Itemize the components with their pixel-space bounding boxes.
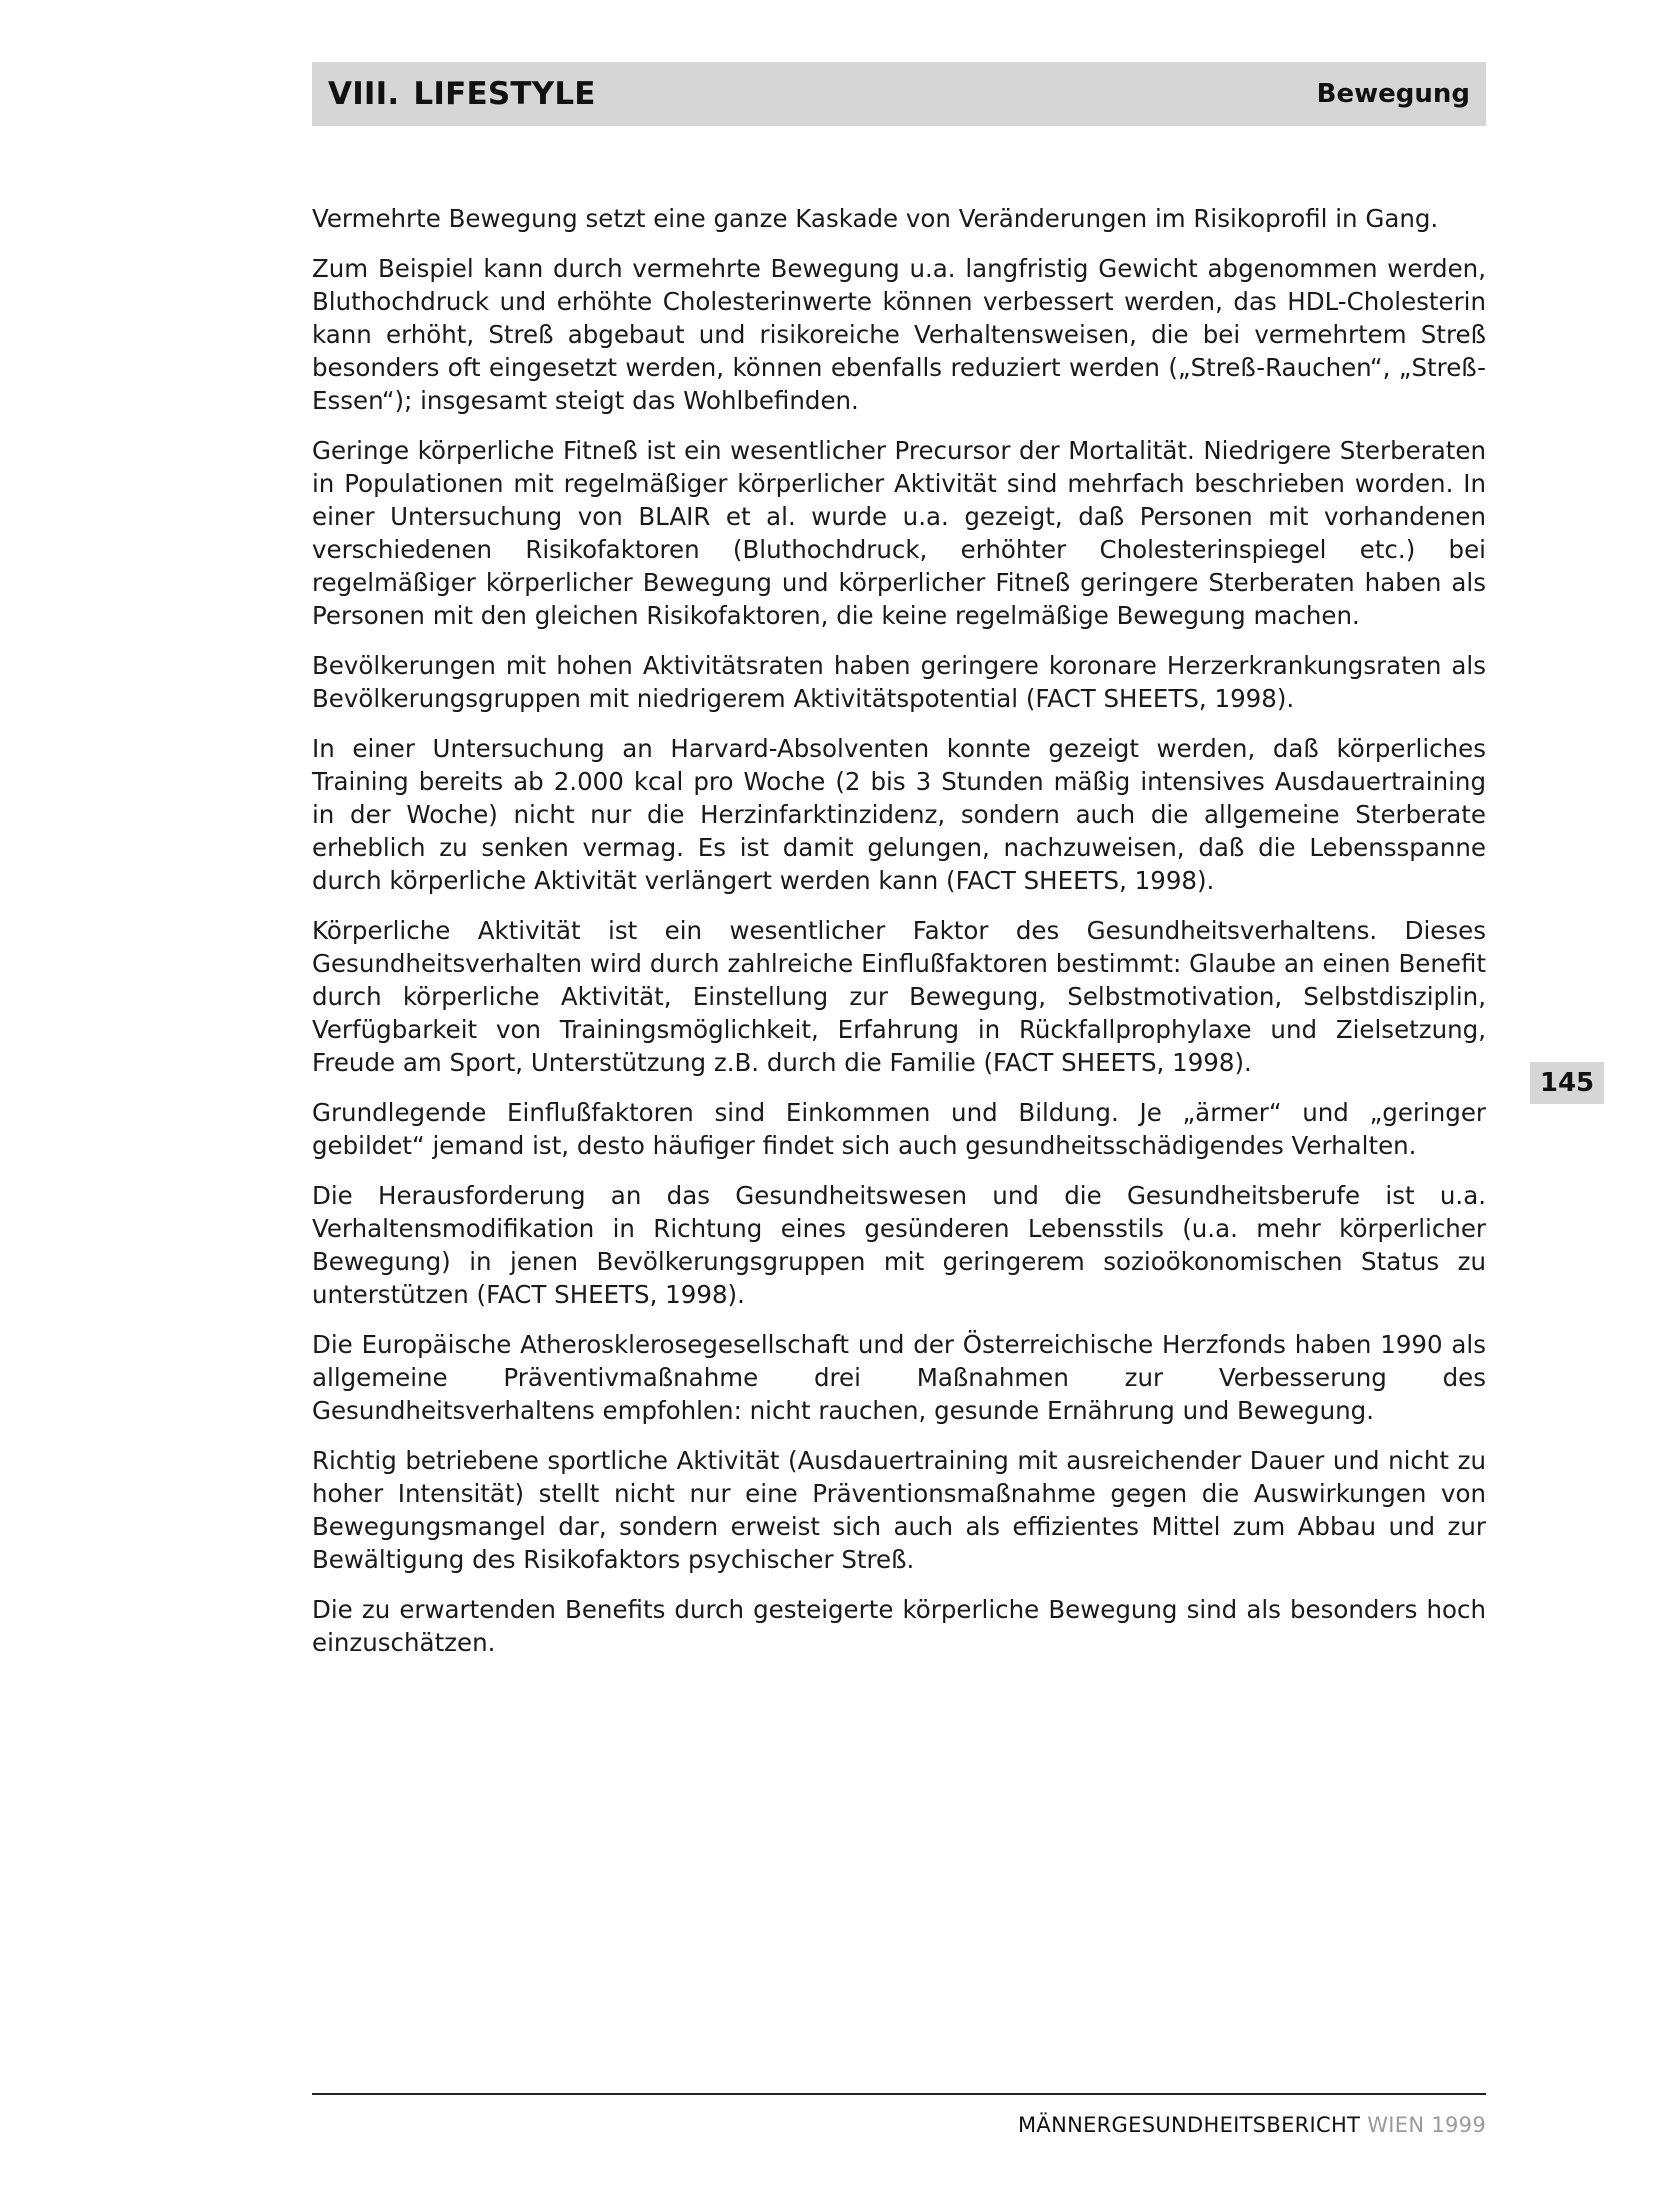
paragraph: Die zu erwartenden Benefits durch gesteigerte körperliche Bewegung sind als besonders hoch einzuschätzen. — [312, 1595, 1486, 1657]
section-title: Bewegung — [1316, 79, 1470, 109]
paragraph: In einer Untersuchung an Harvard-Absolventen konnte gezeigt werden, daß körperliches Training bereits ab 2.000 kcal pro Woche (2 bis 3 Stunden mäßig intensives Ausdauertraining in der Woche) nicht nur die Herzinfarktinzidenz, sondern auch die allgemeine Sterberate erheblich zu senken vermag. Es ist damit gelungen, nachzuweisen, daß die Lebensspanne durch körperliche Aktivität verlängert werden kann (FACT SHEETS, 1998). — [312, 734, 1486, 895]
footer — [1018, 2113, 1486, 2137]
paragraph: Körperliche Aktivität ist ein wesentlicher Faktor des Gesundheitsverhaltens. Dieses Gesundheitsverhalten wird durch zahlreiche Einflußfaktoren bestimmt: Glaube an einen Benefit durch körperliche Aktivität, Einstellung zur Bewegung, Selbstmotivation, Selbstdisziplin, Verfügbarkeit von Trainingsmöglichkeit, Erfahrung in Rückfallprophylaxe und Zielsetzung, Freude am Sport, Unterstützung z.B. durch die Familie (FACT SHEETS, 1998). — [312, 916, 1486, 1077]
footer-title: MÄNNERGESUNDHEITSBERICHT — [1018, 2113, 1361, 2137]
chapter-title-text: LIFESTYLE — [413, 76, 596, 112]
footer-divider — [312, 2093, 1486, 2095]
paragraph: Die Herausforderung an das Gesundheitswesen und die Gesundheitsberufe ist u.a. Verhaltensmodifikation in Richtung eines gesünderen Lebensstils (u.a. mehr körperlicher Bewegung) in jenen Bevölkerungsgruppen mit geringerem sozioökonomischen Status zu unterstützen (FACT SHEETS, 1998). — [312, 1181, 1486, 1309]
chapter-header — [312, 62, 1486, 126]
page-number: 145 — [1530, 1062, 1604, 1104]
paragraph: Richtig betriebene sportliche Aktivität (Ausdauertraining mit ausreichender Dauer und nicht zu hoher Intensität) stellt nicht nur eine Präventionsmaßnahme gegen die Auswirkungen von Bewegungsmangel dar, sondern erweist sich auch als effizientes Mittel zum Abbau und zur Bewältigung des Risikofaktors psychischer Streß. — [312, 1446, 1486, 1574]
paragraph: Zum Beispiel kann durch vermehrte Bewegung u.a. langfristig Gewicht abgenommen werden, Bluthochdruck und erhöhte Cholesterinwerte können verbessert werden, das HDL-Cholesterin kann erhöht, Streß abgebaut und risikoreiche Verhaltensweisen, die bei vermehrtem Streß besonders oft eingesetzt werden, können ebenfalls reduziert werden („Streß-Rauchen“, „Streß-Essen“); insgesamt steigt das Wohlbefinden. — [312, 254, 1486, 415]
paragraph: Grundlegende Einflußfaktoren sind Einkommen und Bildung. Je „ärmer“ und „geringer gebildet“ jemand ist, desto häufiger findet sich auch gesundheitsschädigendes Verhalten. — [312, 1098, 1486, 1160]
chapter-title — [328, 76, 596, 112]
footer-place-year: WIEN 1999 — [1367, 2113, 1486, 2137]
paragraph: Vermehrte Bewegung setzt eine ganze Kaskade von Veränderungen im Risikoprofil in Gang. — [312, 204, 1439, 233]
paragraph: Die Europäische Atherosklerosegesellschaft und der Österreichische Herzfonds haben 1990 als allgemeine Präventivmaßnahme drei Maßnahmen zur Verbesserung des Gesundheitsverhaltens empfohlen: nicht rauchen, gesunde Ernährung und Bewegung. — [312, 1330, 1486, 1425]
body-text — [312, 202, 1486, 1676]
paragraph: Geringe körperliche Fitneß ist ein wesentlicher Precursor der Mortalität. Niedrigere Sterberaten in Populationen mit regelmäßiger körperlicher Aktivität sind mehrfach beschrieben worden. In einer Untersuchung von BLAIR et al. wurde u.a. gezeigt, daß Personen mit vorhandenen verschiedenen Risikofaktoren (Bluthochdruck, erhöhter Cholesterinspiegel etc.) bei regelmäßiger körperlicher Bewegung und körperlicher Fitneß geringere Sterberaten haben als Personen mit den gleichen Risikofaktoren, die keine regelmäßige Bewegung machen. — [312, 436, 1486, 630]
chapter-number: VIII. — [328, 76, 400, 112]
paragraph: Bevölkerungen mit hohen Aktivitätsraten haben geringere koronare Herzerkrankungsraten als Bevölkerungsgruppen mit niedrigerem Aktivitätspotential (FACT SHEETS, 1998). — [312, 651, 1486, 713]
